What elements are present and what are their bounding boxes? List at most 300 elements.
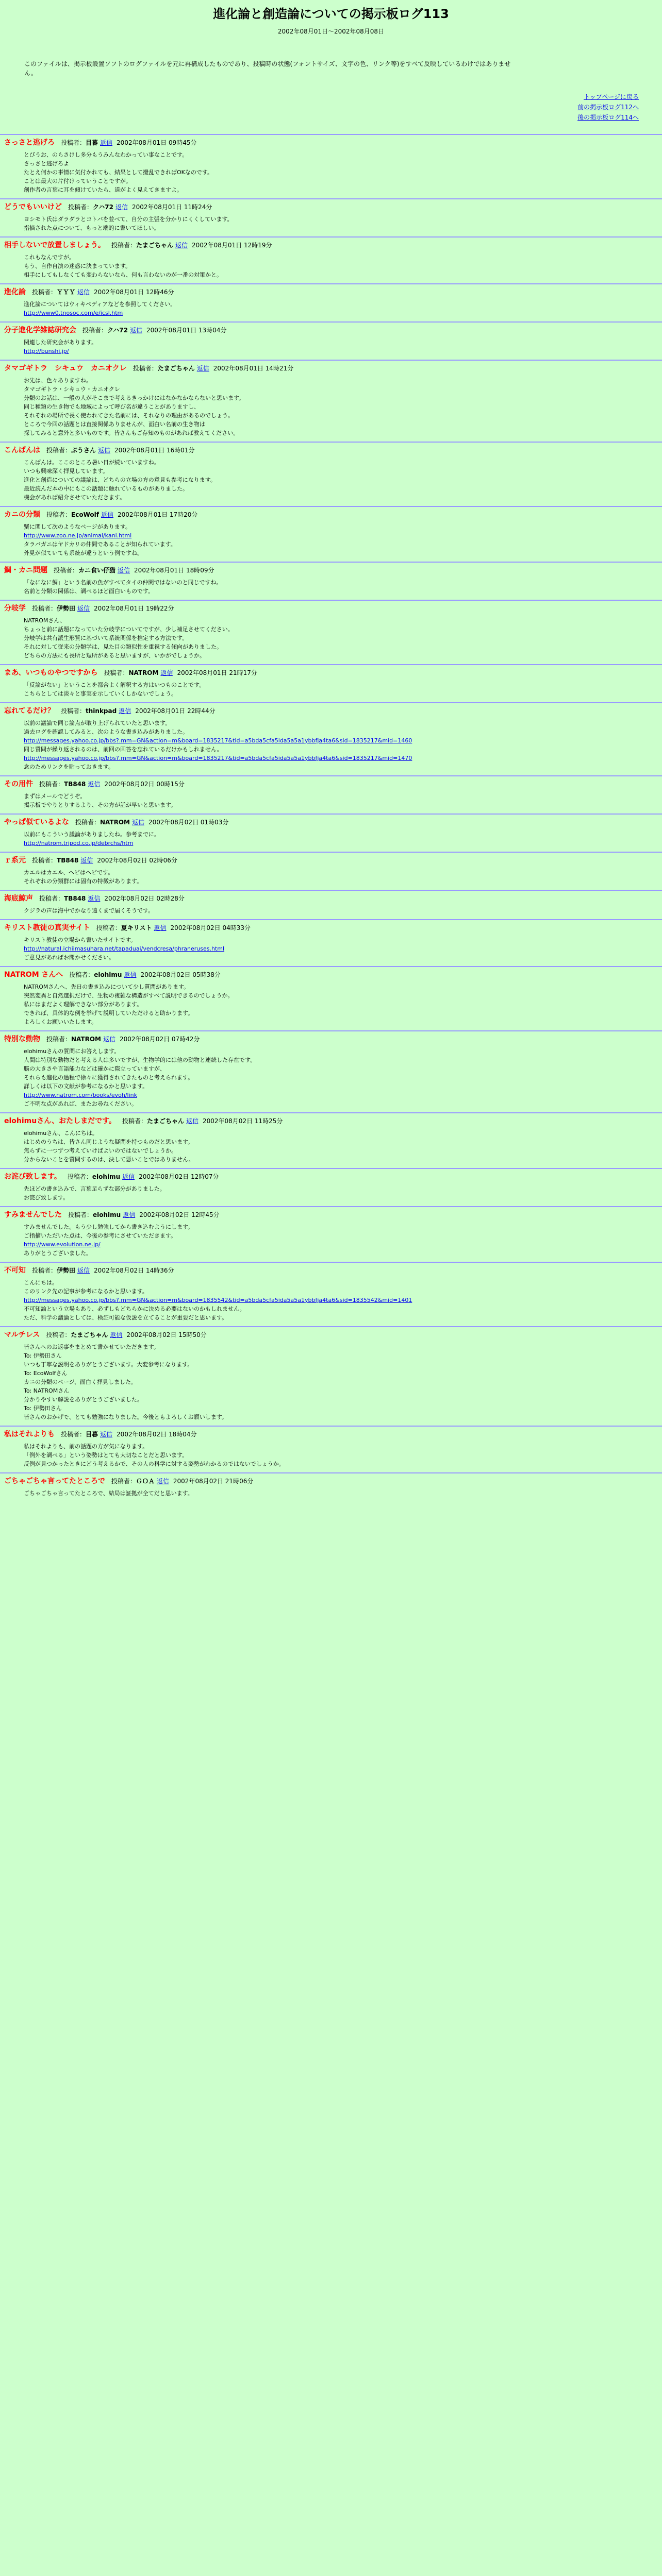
post-line: とびうお、のらさけし多分もうみんなわかってい事なことです。: [24, 151, 188, 158]
post-line: 分かりやすい解説をありがとうございました。: [24, 1396, 143, 1403]
post-line: 分岐学は共有派生形質に基づいて系統関係を推定する方法です。: [24, 635, 188, 641]
post-line: お詫び致します。: [24, 1194, 69, 1201]
post-line: どちらの方法にも長所と短所があると思いますが、いかがでしょうか。: [24, 652, 205, 659]
post-line: 同じ質問が繰り返されるのは、前回の回答を忘れているだけかもしれません。: [24, 746, 223, 753]
post-line: 関連した研究会があります。: [24, 339, 97, 346]
author-label: 投稿者：: [46, 511, 72, 518]
reply-link[interactable]: 返信: [156, 1478, 169, 1485]
post-link[interactable]: http://messages.yahoo.co.jp/bbs?.mm=GN&action=m&board=1835542&tid=a5bda5cfa5ida5a5a1ybbfja4ta6&sid=1835542&mid=1401: [24, 1297, 412, 1303]
post-author: たまごちゃん: [157, 365, 195, 372]
post-line: いつも興味深く拝見しています。: [24, 468, 109, 474]
author-label: 投稿者：: [61, 139, 86, 146]
post-body: [4, 1219, 658, 1258]
post-line: このリンク先の記事が参考になるかと思います。: [24, 1288, 148, 1295]
post-body: [4, 519, 658, 557]
post-date: 2002年08月02日 21時06分: [173, 1478, 254, 1485]
post-title: お詫び致します。: [4, 1173, 61, 1181]
post-header: [4, 1116, 658, 1126]
post-line: それぞれの場所で長く使われてきた名前には、それなりの理由があるのでしょう。: [24, 412, 234, 419]
post-date: 2002年08月01日 16時01分: [114, 447, 195, 454]
post: [0, 1426, 662, 1472]
post-date: 2002年08月01日 21時17分: [177, 669, 257, 676]
post-line: 念のためリンクを貼っておきます。: [24, 764, 114, 770]
post-line: それらも進化の過程で徐々に獲得されてきたものと考えられます。: [24, 1074, 194, 1081]
post: [0, 506, 662, 562]
post-body: [4, 575, 658, 596]
post-header: [4, 970, 658, 979]
reply-link[interactable]: 返信: [100, 139, 113, 146]
post-title: すみませんでした: [4, 1211, 62, 1219]
post: [0, 562, 662, 600]
post-header: [4, 923, 658, 933]
post-body: [4, 297, 658, 317]
post-header: [4, 202, 658, 212]
author-label: 投稿者：: [54, 567, 79, 574]
post-body: [4, 147, 658, 194]
post-author: クハ72: [93, 204, 113, 211]
post-body: [4, 716, 658, 771]
post-line: 分類のお話は、一般の人がそこまで考えるきっかけにはなかなかならないと思います。: [24, 395, 245, 401]
reply-link[interactable]: 返信: [101, 511, 113, 518]
post-title: elohimuさん、おたしまだです。: [4, 1117, 116, 1125]
post-line: それぞれの分類群には固有の特徴があります。: [24, 878, 143, 885]
post-title: マルチレス: [4, 1331, 40, 1339]
nav-link-next-log[interactable]: 後の掲示板ログ114へ: [577, 114, 639, 121]
post: [0, 600, 662, 664]
post-body: [4, 865, 658, 886]
post-line: 人間は特別な動物だと考える人は多いですが、生物学的には他の動物と連続した存在です。: [24, 1057, 256, 1063]
post-line: 皆さんのおかげで、とても勉強になりました。今後ともよろしくお願いします。: [24, 1414, 227, 1420]
reply-link[interactable]: 返信: [77, 605, 90, 612]
post-author: NATROM: [100, 819, 130, 826]
reply-link[interactable]: 返信: [130, 327, 143, 334]
post: [0, 360, 662, 442]
post: [0, 198, 662, 236]
post-title: その用件: [4, 780, 33, 788]
post-line: NATROMさん、: [24, 617, 66, 624]
author-label: 投稿者：: [68, 204, 93, 211]
post-author: elohimu: [92, 1173, 121, 1180]
post-line: ことは最大の片付けっていうことですが。: [24, 178, 131, 184]
post-header: [4, 241, 658, 250]
post-title: まあ、いつものやつですから: [4, 669, 98, 677]
post-line: 私はそれよりも、前の話題の方が気になります。: [24, 1443, 148, 1450]
post-line: 反例が見つかったときにどう考えるかで、その人の科学に対する姿勢がわかるのではないでしょうか。: [24, 1461, 285, 1467]
post-author: NATROM: [128, 669, 159, 676]
post-line: タマゴギトラ・シキュウ・カニオクレ: [24, 386, 120, 393]
post-body: [4, 1439, 658, 1468]
author-label: 投稿者：: [104, 669, 129, 676]
post-link[interactable]: http://www0.tnosoc.com/e/icsl.htm: [24, 310, 123, 316]
post-link[interactable]: http://www.evolution.ne.jp/: [24, 1241, 101, 1248]
post-line: それに対して従来の分類学は、見た目の類似性を重視する傾向がありました。: [24, 643, 222, 650]
post-author: elohimu: [94, 971, 122, 978]
author-label: 投稿者：: [61, 707, 86, 715]
post-author: たまごちゃん: [146, 1117, 184, 1125]
post-line: 皆さんへのお返事をまとめて書かせていただきます。: [24, 1344, 159, 1350]
author-label: 投稿者：: [46, 1036, 72, 1043]
post-line: クジラの声は海中でかなり遠くまで届くそうです。: [24, 907, 154, 914]
post-line: カエルはカエル、ヘビはヘビです。: [24, 869, 114, 876]
post-date: 2002年08月01日 18時09分: [134, 567, 214, 574]
post-author: 目暮: [86, 1431, 98, 1438]
post: [0, 664, 662, 702]
reply-link[interactable]: 返信: [115, 204, 128, 211]
post-title: 分岐学: [4, 604, 26, 613]
post: [0, 1112, 662, 1168]
post-line: 相手にしてもしなくても変わらないなら、何も言わないのが一番の対策かと。: [24, 272, 222, 278]
post: [0, 1030, 662, 1112]
post-author: TB848: [64, 781, 86, 788]
author-label: 投稿者：: [32, 857, 57, 864]
post-line: 詳しくは以下の文献が参考になるかと思います。: [24, 1083, 148, 1090]
post-line: 蟹に関して次のようなページがあります。: [24, 523, 131, 530]
reply-link[interactable]: 返信: [131, 819, 144, 826]
date-range: 2002年08月01日〜2002年08月08日: [277, 28, 385, 35]
post: [0, 236, 662, 283]
post-line: 進化と創造についての議論は、どちらの立場の方の意見も参考になります。: [24, 477, 216, 483]
post-author: TB848: [57, 857, 79, 864]
post-header: [4, 1477, 658, 1486]
post-body: [4, 613, 658, 660]
post-line: To: 伊勢田さん: [24, 1352, 62, 1359]
post-body: [4, 373, 658, 437]
post: [0, 919, 662, 966]
author-label: 投稿者：: [122, 1117, 147, 1125]
post-date: 2002年08月02日 01時03分: [148, 819, 229, 826]
post-line: ご意見があればお聞かせください。: [24, 954, 114, 961]
post-body: [4, 933, 658, 962]
post-author: elohimu: [93, 1211, 121, 1218]
post: [0, 1326, 662, 1426]
post-line: 機会があれば紹介させていただきます。: [24, 494, 126, 501]
post-title: さっさと逃げろ: [4, 139, 55, 147]
post-line: すみませんでした。もう少し勉強してから書き込むようにします。: [24, 1224, 194, 1230]
post-line: こちらとしては淡々と事実を示していくしかないでしょう。: [24, 690, 177, 697]
post-line: elohimuさん、こんにちは。: [24, 1130, 98, 1137]
post-line: まずはメールでどうぞ。: [24, 793, 86, 800]
post-line: お先は、色々ありますね。: [24, 377, 92, 384]
post-date: 2002年08月01日 11時24分: [132, 204, 212, 211]
post-line: これもなんですが。: [24, 254, 75, 261]
post-line: 「例外を調べる」という姿勢はとても大切なことだと思います。: [24, 1452, 188, 1459]
post-title: ｒ系元: [4, 856, 26, 865]
post-line: カニの分類のページ、面白く拝見しました。: [24, 1379, 137, 1385]
post-line: 突然変異と自然選択だけで、生物の複雑な構造がすべて説明できるのでしょうか。: [24, 992, 234, 999]
post-body: [4, 1340, 658, 1421]
reply-link[interactable]: 返信: [88, 895, 101, 902]
post-link[interactable]: http://bunshi.jp/: [24, 348, 69, 354]
post-body: [4, 789, 658, 809]
post-date: 2002年08月02日 11時25分: [203, 1117, 283, 1125]
post-author: ＧＯＡ: [136, 1478, 155, 1485]
post-line: 以前にもこういう議論がありましたね。参考までに。: [24, 831, 160, 838]
post-title: カニの分類: [4, 511, 40, 519]
post-link[interactable]: http://messages.yahoo.co.jp/bbs?.mm=GN&action=m&board=1835217&tid=a5bda5cfa5ida5a5a1ybbfja4ta6&sid=1835217&mid=1470: [24, 755, 412, 761]
post-line: To: 伊勢田さん: [24, 1405, 62, 1412]
post-author: NATROM: [71, 1036, 101, 1043]
post: [0, 1206, 662, 1262]
post-title: ごちゃごちゃ言ってたところで: [4, 1477, 105, 1485]
post-line: 最近読んだ本の中にもこの話題に触れているものがありました。: [24, 485, 188, 492]
post-line: 以前の議論で同じ論点が取り上げられていたと思います。: [24, 720, 171, 726]
author-label: 投稿者：: [69, 971, 94, 978]
post-line: elohimuさんの質問にお答えします。: [24, 1048, 120, 1055]
reply-link[interactable]: 返信: [124, 971, 137, 978]
post-header: [4, 1210, 658, 1219]
nav-link-prev-log[interactable]: 前の掲示板ログ112へ: [577, 104, 639, 111]
post-header: [4, 894, 658, 903]
post: [0, 283, 662, 321]
post-header: [4, 326, 658, 335]
post-link[interactable]: http://natrom.tripod.co.jp/debrchs/htm: [24, 840, 134, 846]
post-author: たまごちゃん: [71, 1331, 108, 1338]
post-author: thinkpad: [86, 707, 117, 715]
reply-link[interactable]: 返信: [103, 1036, 115, 1043]
post: [0, 134, 662, 198]
author-label: 投稿者：: [46, 1331, 71, 1338]
post-list: [0, 134, 662, 1502]
post-body: [4, 250, 658, 279]
post-author: 目暮: [86, 139, 98, 146]
post-header: [4, 1035, 658, 1044]
post-title: 忘れてるだけ？: [4, 707, 55, 715]
post-title: 分子進化学雑誌研究会: [4, 326, 76, 334]
author-label: 投稿者：: [39, 781, 64, 788]
post-author: TB848: [64, 895, 86, 902]
post-title: 海底鯨声: [4, 894, 33, 903]
post-date: 2002年08月01日 22時44分: [135, 707, 216, 715]
post-line: 脳の大きさや言語能力などは確かに際立っていますが、: [24, 1065, 166, 1072]
author-label: 投稿者：: [67, 1173, 92, 1180]
post-header: [4, 706, 658, 716]
post: [0, 814, 662, 852]
post-line: はじめのうちは、皆さん同じような疑問を持つものだと思います。: [24, 1139, 194, 1145]
post-title: 私はそれよりも: [4, 1430, 55, 1438]
post: [0, 1168, 662, 1206]
author-label: 投稿者：: [68, 1211, 93, 1218]
post-line: ヨシモト氏はダラダラとコトバを並べて、自分の主張を分かりにくくしています。: [24, 216, 233, 223]
post-line: ご指摘いただいた点は、今後の参考にさせていただきます。: [24, 1232, 177, 1239]
post-line: もう、自作自演の迷惑に決まっています。: [24, 263, 131, 269]
post-author: ＹＹＹ: [57, 289, 76, 296]
post-line: ありがとうございました。: [24, 1250, 92, 1257]
post-line: タラバガニはヤドカリの仲間であることが知られています。: [24, 541, 176, 548]
top-navigation: [577, 92, 639, 123]
post-header: [4, 287, 658, 297]
post-date: 2002年08月02日 05時38分: [140, 971, 221, 978]
reply-link[interactable]: 返信: [186, 1117, 198, 1125]
post: [0, 702, 662, 775]
author-label: 投稿者：: [82, 327, 108, 334]
post-author: クハ72: [107, 327, 128, 334]
post-body: [4, 212, 658, 232]
post-line: ちょっと前に話題になっていた分岐学についてですが、少し補足させてください。: [24, 626, 234, 633]
nav-link-top[interactable]: トップページに戻る: [584, 93, 639, 100]
post-header: [4, 1430, 658, 1439]
post-date: 2002年08月01日 17時20分: [117, 511, 198, 518]
post-line: ただ、科学の議論としては、検証可能な仮説を立てることが重要だと思います。: [24, 1314, 228, 1321]
author-label: 投稿者：: [46, 447, 72, 454]
post-link[interactable]: http://www.zoo.ne.jp/animal/kani.html: [24, 532, 132, 539]
author-label: 投稿者：: [61, 1431, 86, 1438]
post-line: ご不明な点があれば、またお尋ねください。: [24, 1100, 137, 1107]
post-line: 「反論がない」ということを都合よく解釈する方はいつものことです。: [24, 682, 205, 688]
author-label: 投稿者：: [111, 242, 137, 249]
post-body: [4, 1181, 658, 1202]
post: [0, 1262, 662, 1326]
post-author: カニ食い仔猫: [78, 567, 116, 574]
post-line: 焦らずに一つずつ考えていけばよいのではないでしょうか。: [24, 1147, 177, 1154]
reply-link[interactable]: 返信: [196, 365, 209, 372]
post-title: 相手しないで放置しましょう。: [4, 241, 105, 249]
post-line: さっさと逃げろよ: [24, 160, 69, 167]
post-date: 2002年08月02日 04時33分: [170, 924, 251, 931]
post-date: 2002年08月01日 19時22分: [94, 605, 174, 612]
post-date: 2002年08月02日 15時50分: [126, 1331, 207, 1338]
reply-link[interactable]: 返信: [110, 1331, 123, 1338]
post-title: タマゴギトラ シキュウ カニオクレ: [4, 364, 127, 372]
post-title: NATROM さんへ: [4, 971, 63, 979]
post-header: [4, 779, 658, 789]
post-title: 特別な動物: [4, 1035, 40, 1043]
author-label: 投稿者：: [32, 289, 57, 296]
author-label: 投稿者：: [111, 1478, 136, 1485]
post-line: たとえ何かの事情に気付かれても、結果として攪乱できればOKなのです。: [24, 169, 213, 176]
post-line: 指摘された点について、もっと端的に書いてほしい。: [24, 225, 160, 231]
post-line: To: EcoWolfさん: [24, 1370, 68, 1377]
author-label: 投稿者：: [32, 1267, 57, 1274]
post-line: ごちゃごちゃ言ってたところで、結局は証拠が全てだと思います。: [24, 1490, 193, 1497]
post-date: 2002年08月02日 07時42分: [120, 1036, 200, 1043]
reply-link[interactable]: 返信: [160, 669, 173, 676]
post-line: 掲示板でやりとりするより、その方が話が早いと思います。: [24, 802, 177, 808]
author-label: 投稿者：: [133, 365, 158, 372]
post-date: 2002年08月02日 12時45分: [139, 1211, 220, 1218]
post-line: 進化論についてはウィキペディアなどを参照してください。: [24, 301, 176, 308]
post-body: [4, 979, 658, 1026]
reply-link[interactable]: 返信: [98, 447, 111, 454]
post: [0, 442, 662, 506]
post-date: 2002年08月01日 14時21分: [213, 365, 294, 372]
post-body: [4, 455, 658, 502]
reply-link[interactable]: 返信: [175, 242, 188, 249]
page-header: [0, 0, 662, 36]
reply-link[interactable]: 返信: [100, 1431, 113, 1438]
post-line: 分からないことを質問するのは、決して悪いことではありません。: [24, 1156, 194, 1163]
post-title: 不可知: [4, 1266, 26, 1275]
post-title: こんばんは: [4, 446, 40, 454]
post-header: [4, 1330, 658, 1340]
post-line: こんにちは。: [24, 1279, 58, 1286]
post-date: 2002年08月02日 00時15分: [104, 781, 185, 788]
post-line: ところで今回の話題とは直接関係ありませんが、面白い名前の生き物は: [24, 421, 205, 428]
post-author: ぷうさん: [71, 447, 96, 454]
post: [0, 966, 662, 1030]
page-title: 進化論と創造論についての掲示板ログ113: [213, 7, 449, 21]
author-label: 投稿者：: [39, 895, 64, 902]
post-line: 名前と分類の関係は、調べるほど面白いものです。: [24, 588, 154, 595]
post-header: [4, 138, 658, 147]
reply-link[interactable]: 返信: [122, 1173, 135, 1180]
post-line: 同じ種類の生き物でも地域によって呼び名が違うことがありますし、: [24, 403, 200, 410]
post-date: 2002年08月01日 12時46分: [94, 289, 174, 296]
post-header: [4, 856, 658, 865]
post-author: EcoWolf: [71, 511, 99, 518]
post-title: 鯛・カニ問題: [4, 566, 47, 574]
post-line: 「なになに鯛」という名前の魚がすべてタイの仲間ではないのと同じですね。: [24, 579, 222, 586]
post-header: [4, 604, 658, 613]
author-label: 投稿者：: [75, 819, 101, 826]
post: [0, 852, 662, 890]
post: [0, 321, 662, 360]
author-label: 投稿者：: [96, 924, 121, 931]
post-line: NATROMさんへ、先日の書き込みについて少し質問があります。: [24, 984, 190, 990]
post-date: 2002年08月02日 02時28分: [104, 895, 185, 902]
post-header: [4, 446, 658, 455]
reply-link[interactable]: 返信: [119, 707, 131, 715]
post-line: よろしくお願いいたします。: [24, 1019, 97, 1025]
reply-link[interactable]: 返信: [77, 289, 90, 296]
post: [0, 775, 662, 814]
post-author: 伊勢田: [57, 1267, 76, 1274]
post-title: やっぱ似ているよな: [4, 818, 69, 826]
post-line: 創作者の言葉に耳を傾けていたら、道がよく見えてきますよ。: [24, 187, 183, 193]
post-author: たまごちゃん: [136, 242, 174, 249]
post-line: 不可知論という立場もあり、必ずしもどちらかに決める必要はないのかもしれません。: [24, 1306, 245, 1312]
post-header: [4, 566, 658, 575]
post-body: [4, 1044, 658, 1108]
reply-link[interactable]: 返信: [77, 1267, 90, 1274]
reply-link[interactable]: 返信: [123, 1211, 136, 1218]
reply-link[interactable]: 返信: [118, 567, 130, 574]
post-body: [4, 1486, 658, 1498]
author-label: 投稿者：: [32, 605, 57, 612]
post-date: 2002年08月02日 14時36分: [94, 1267, 174, 1274]
post-line: 過去ログを確認してみると、次のような書き込みがありました。: [24, 728, 188, 735]
reply-link[interactable]: 返信: [88, 781, 101, 788]
post: [0, 890, 662, 919]
post-line: できれば、具体的な例を挙げて説明していただけると助かります。: [24, 1010, 194, 1016]
post-line: 探してみると意外と多いものです。皆さんもご存知のものがあれば教えてください。: [24, 430, 239, 436]
post: [0, 1472, 662, 1502]
reply-link[interactable]: 返信: [80, 857, 93, 864]
intro-text: このファイルは、掲示板設置ソフトのログファイルを元に再構成したものであり、投稿時の状態(フォントサイズ、文字の色、リンク等)をすべて反映しているわけではありません。: [24, 60, 511, 77]
post-body: [4, 1275, 658, 1322]
post-line: キリスト教徒の立場から書いたサイトです。: [24, 937, 137, 943]
post-link[interactable]: http://www.natrom.com/books/evoh/link: [24, 1092, 138, 1098]
reply-link[interactable]: 返信: [154, 924, 167, 931]
post-title: 進化論: [4, 288, 26, 296]
post-header: [4, 668, 658, 677]
post-date: 2002年08月01日 12時19分: [192, 242, 272, 249]
post-line: To: NATROMさん: [24, 1387, 70, 1394]
post-line: こんばんは。ここのところ暑い日が続いていますね。: [24, 459, 160, 466]
post-author: 伊勢田: [57, 605, 76, 612]
post-header: [4, 510, 658, 519]
post-body: [4, 1126, 658, 1164]
post-line: 私にはまだよく理解できない部分があります。: [24, 1001, 143, 1008]
post-line: 外見が似ていても系統が違うという例ですね。: [24, 550, 143, 556]
post-author: 夏キリスト: [121, 924, 152, 931]
post-link[interactable]: http://messages.yahoo.co.jp/bbs?.mm=GN&action=m&board=1835217&tid=a5bda5cfa5ida5a5a1ybbfja4ta6&sid=1835217&mid=1460: [24, 737, 412, 744]
post-body: [4, 677, 658, 698]
post-body: [4, 903, 658, 915]
post-date: 2002年08月02日 18時04分: [117, 1431, 197, 1438]
post-date: 2002年08月01日 13時04分: [146, 327, 227, 334]
post-link[interactable]: http://natural.ichiimasuhara.net/tapaduai/vendcresa/phraneruses.html: [24, 945, 225, 952]
post-body: [4, 335, 658, 355]
